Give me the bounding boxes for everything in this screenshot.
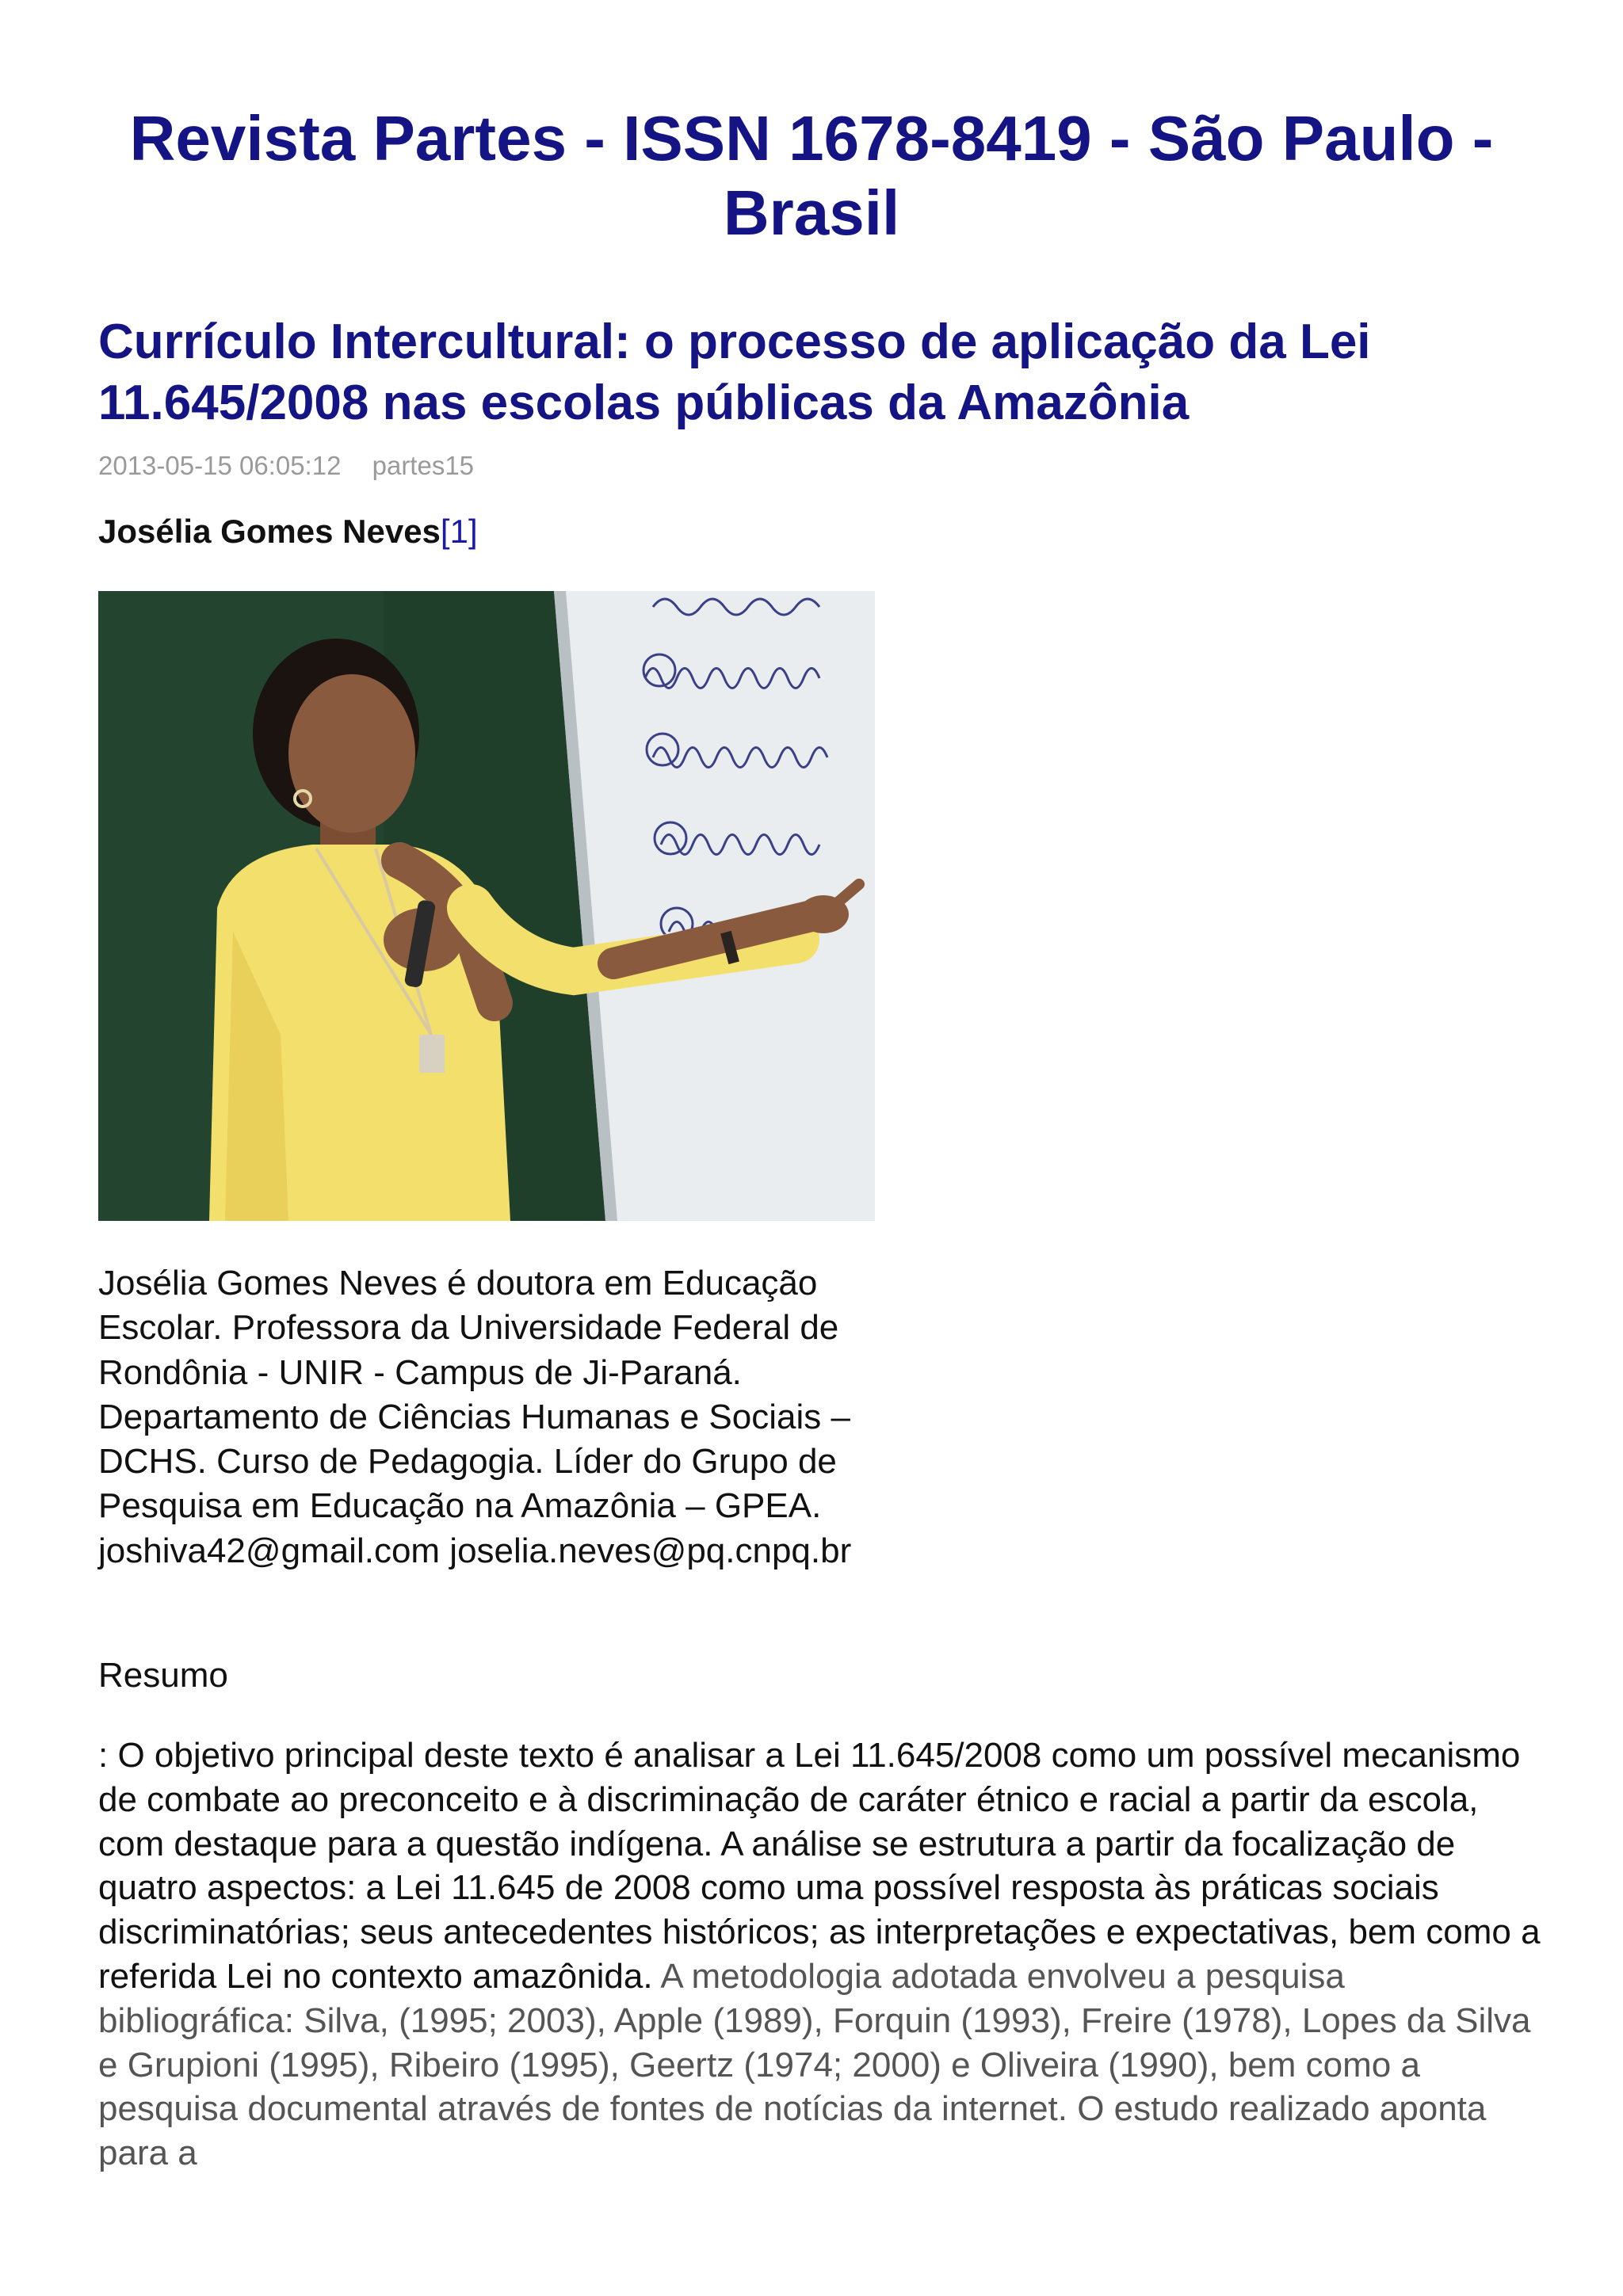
abstract-part-1: : O objetivo principal deste texto é analisar a Lei 11.645/2008 como um possível mecanismo de combate ao preconceito e à discriminação de caráter étnico e racial a partir da escola, com destaque para a questão indígena. A análise se estrutura a partir da focalização de quatro aspectos: a Lei 11.645 de 2008 como uma possível resposta às práticas sociais discriminatórias; seus antecedentes históricos; as interpretações e expectativas, bem como a referida Lei no contexto amazônida. xyxy=(98,1736,1541,1996)
abstract-text xyxy=(98,1733,1541,2176)
resumo-heading: Resumo xyxy=(98,1656,228,1695)
author-photo-illustration xyxy=(98,591,875,1221)
footnote-link[interactable]: [1] xyxy=(440,513,478,550)
site-title: Revista Partes - ISSN 1678-8419 - São Paulo - Brasil xyxy=(129,103,1494,248)
author-photo xyxy=(98,591,875,1221)
article-title[interactable]: Currículo Intercultural: o processo de aplicação da Lei 11.645/2008 nas escolas públicas da Amazônia xyxy=(98,315,1371,430)
article-meta xyxy=(98,450,474,482)
author-bio: Josélia Gomes Neves é doutora em Educação Escolar. Professora da Universidade Federal de Rondônia - UNIR - Campus de Ji-Paraná. Departamento de Ciências Humanas e Sociais – DCHS. Curso de Pedagogia. Líder do Grupo de Pesquisa em Educação na Amazônia – GPEA. joshiva42@gmail.com joselia.neves@pq.cnpq.br xyxy=(98,1264,852,1570)
publish-date: 2013-05-15 06:05:12 xyxy=(98,451,342,480)
author-handle: partes15 xyxy=(372,451,475,480)
abstract-part-2: A metodologia adotada envolveu a pesquisa bibliográfica: Silva, (1995; 2003), Apple (1989), Forquin (1993), Freire (1978), Lopes da Silva e Grupioni (1995), Ribeiro (1995), Geertz (1974; 2000) e Oliveira (1990), bem como a pesquisa documental através de fontes de notícias da internet. O estudo realizado aponta para a xyxy=(98,1956,1531,2173)
author-byline xyxy=(98,511,478,552)
author-name: Josélia Gomes Neves xyxy=(98,513,441,550)
